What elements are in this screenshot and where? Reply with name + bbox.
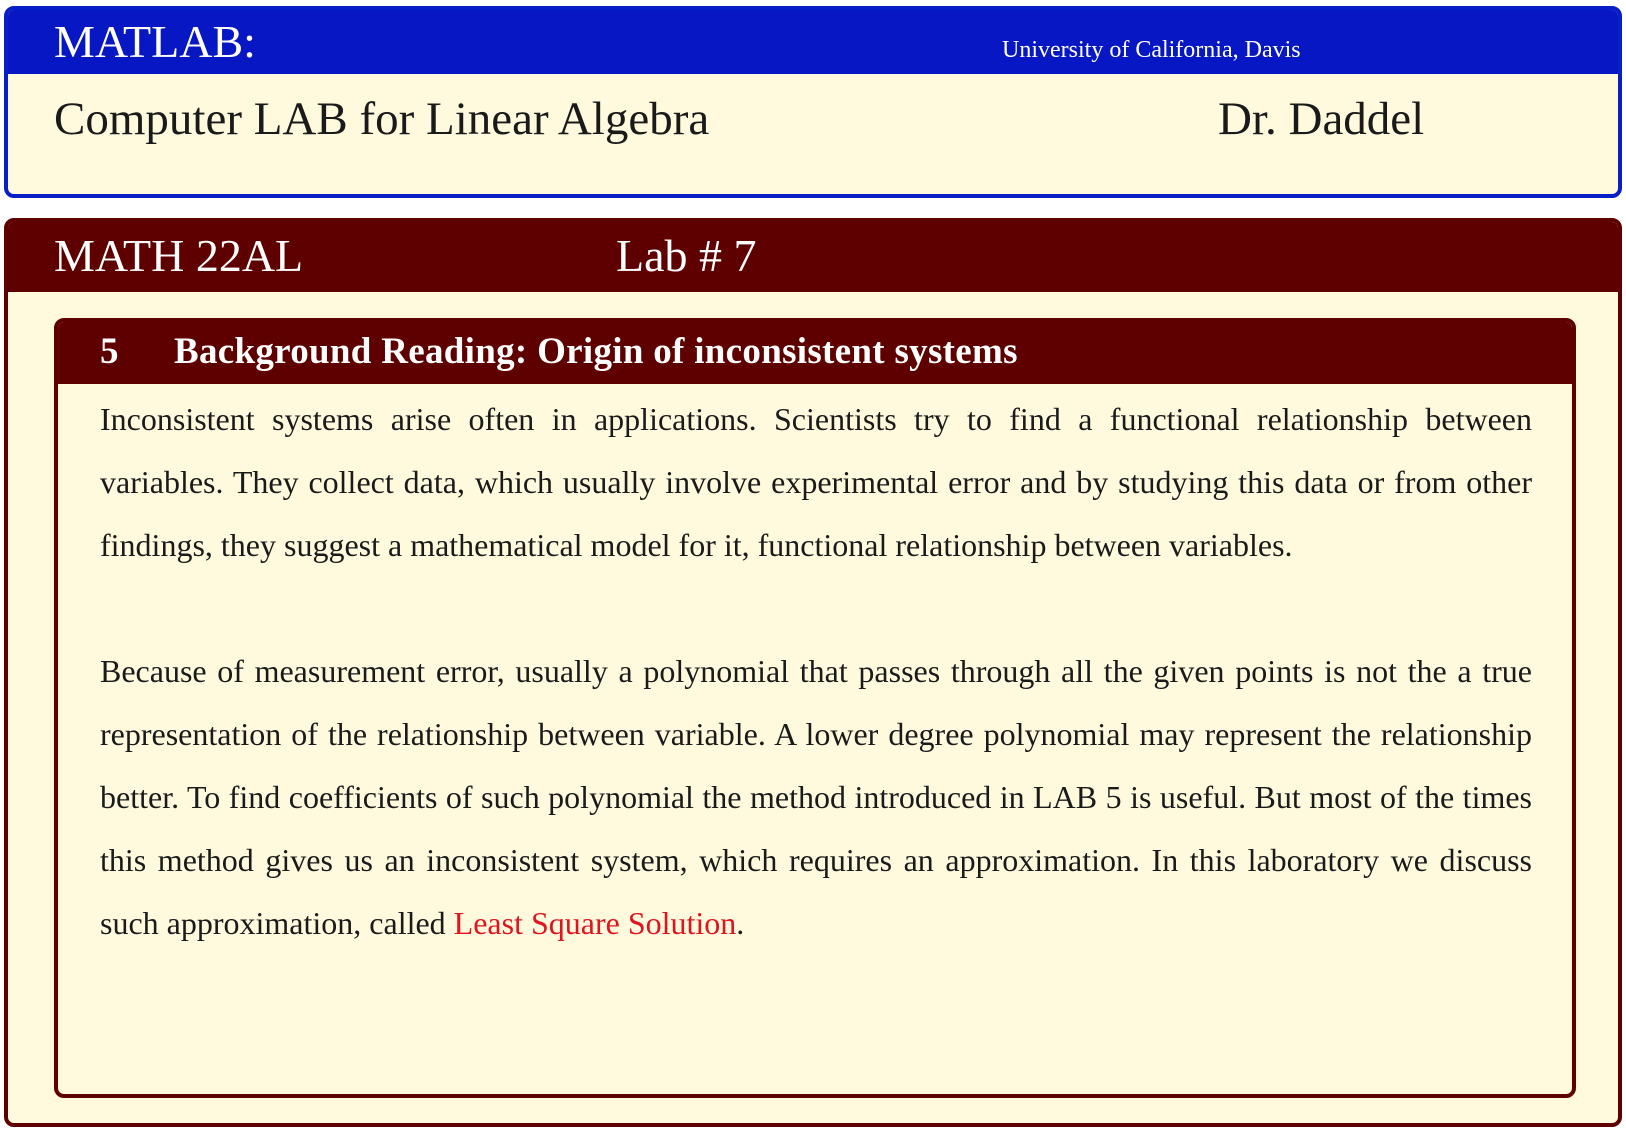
least-square-solution-term: Least Square Solution [453,905,737,941]
paragraph-text: Because of measurement error, usually a polynomial that passes through all the given points is not the a true representation of the relationship between variable. A lower degree polynomial may represent the relationship better. To find coefficients of such polynomial the method introduced in LAB 5 is useful. But most of the times this method gives us an inconsistent system, which requires an approximation. In this laboratory we discuss such approximation, called [100,653,1532,941]
header-body [8,74,1618,198]
paragraph-measurement-error [100,640,1532,955]
section-number: 5 [100,331,119,372]
lab-number: Lab # 7 [616,230,757,281]
university-name: University of California, Davis [1002,37,1301,63]
lab-box [4,218,1622,1127]
course-title: Computer LAB for Linear Algebra [54,93,710,145]
instructor-name: Dr. Daddel [1218,93,1425,145]
course-header-box [4,6,1622,198]
paragraph-end-punctuation: . [736,905,745,941]
lab-bar [8,222,1618,292]
paragraph-inconsistent-systems: Inconsistent systems arise often in applications. Scientists try to find a functional relationship between variables. They collect data, which usually involve experimental error and by studying this data or from other findings, they suggest a mathematical model for it, functional relationship between variables. [100,401,1532,563]
section-box [54,318,1576,1098]
header-bar [8,10,1618,74]
section-heading-bar [58,322,1572,384]
header-title: MATLAB: [54,16,256,67]
section-body [100,384,1532,955]
lab-course-code: MATH 22AL [54,230,304,281]
section-title: Background Reading: Origin of inconsistent systems [174,331,1018,372]
